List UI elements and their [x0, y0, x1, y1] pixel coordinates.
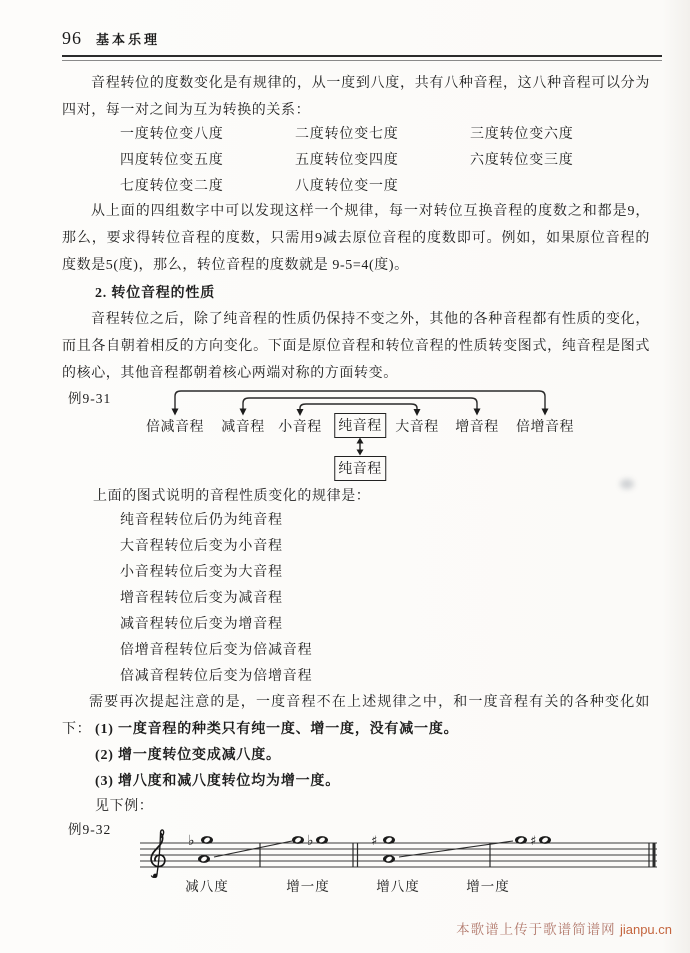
- interval-label-major: 大音程: [395, 420, 439, 435]
- point-3: (3) 增八度和减八度转位均为增一度。: [95, 774, 341, 789]
- paragraph-unison-note: 需要再次提起注意的是，一度音程不在上述规律之中，和一度音程有关的各种变化如下：: [62, 695, 650, 737]
- pair-cell: 四度转位变五度: [120, 153, 224, 168]
- measure-label-aug-unison: 增一度: [286, 879, 330, 894]
- rule-item: 增音程转位后变为减音程: [120, 591, 283, 606]
- pair-cell: [470, 174, 690, 200]
- pair-cell: 七度转位变二度: [120, 179, 224, 194]
- example-9-31: [62, 385, 662, 482]
- interval-label-augmented: 增音程: [455, 420, 499, 435]
- page-header: [62, 28, 160, 49]
- watermark: [456, 918, 672, 938]
- paragraph-quality-change: 音程转位之后，除了纯音程的性质仍保持不变之外，其他的各种音程都有性质的变化，而且各自朝着相反的方向变化。下面是原位音程和转位音程的性质转变图式，纯音程是图式的核心，其他音程都朝着核心两端对称的方面转变。: [62, 312, 650, 381]
- watermark-text: 本歌谱上传于歌谱简谱网: [456, 922, 616, 937]
- flat-icon: ♭: [188, 833, 195, 849]
- whole-note: [515, 836, 527, 844]
- see-example-text: 见下例：: [95, 799, 154, 814]
- whole-note: [316, 836, 328, 844]
- whole-note: [198, 855, 210, 863]
- inversion-pairs-table: [62, 122, 690, 200]
- pair-cell: 八度转位变一度: [295, 179, 399, 194]
- whole-note: [292, 836, 304, 844]
- whole-note: [383, 836, 395, 844]
- header-rule: [62, 55, 662, 61]
- pair-cell: 一度转位变八度: [120, 127, 224, 142]
- interval-label-minor: 小音程: [278, 420, 322, 435]
- example-9-32: [62, 816, 662, 908]
- example-9-32-label: 例9-32: [68, 822, 112, 837]
- point-1: (1) 一度音程的种类只有纯一度、增一度，没有减一度。: [95, 722, 459, 737]
- rule-item: 倍减音程转位后变为倍增音程: [120, 669, 313, 684]
- treble-clef-icon: [151, 830, 165, 878]
- inversion-quality-diagram: [140, 385, 610, 482]
- example-9-31-label: 例9-31: [68, 391, 112, 406]
- point-2: (2) 增一度转位变成减八度。: [95, 748, 281, 763]
- pure-interval-box: 纯音程: [334, 413, 386, 438]
- pair-cell: 三度转位变六度: [470, 127, 574, 142]
- inner-arc: [300, 404, 417, 410]
- rule-item: 纯音程转位后仍为纯音程: [120, 513, 283, 528]
- pair-cell: 五度转位变四度: [295, 153, 399, 168]
- paragraph-rule-of-nine: 从上面的四组数字中可以发现这样一个规律，每一对转位互换音程的度数之和都是9，那么，要求得转位音程的度数，只需用9减去原位音程的度数即可。例如，如果原位音程的度数是5(度)，那么，转位音程的度数就是 9-5=4(度)。: [62, 204, 650, 273]
- watermark-site-link: jianpu.cn: [619, 922, 672, 937]
- rules-list: [120, 508, 312, 690]
- rule-item: 倍增音程转位后变为倍减音程: [120, 643, 313, 658]
- rule-item: 小音程转位后变为大音程: [120, 565, 283, 580]
- interval-label-doubly-diminished: 倍减音程: [146, 420, 204, 435]
- measure-label-dim-octave: 减八度: [185, 879, 229, 894]
- paragraph-intro: 音程转位的度数变化是有规律的，从一度到八度，共有八种音程，这八种音程可以分为四对，每一对之间为互为转换的关系：: [62, 76, 650, 118]
- sharp-icon: ♯: [530, 834, 537, 849]
- staff-lines: [140, 843, 657, 867]
- rule-item: 减音程转位后变为增音程: [120, 617, 283, 632]
- rule-item: 大音程转位后变为小音程: [120, 539, 283, 554]
- pure-interval-core-box: 纯音程: [334, 456, 386, 481]
- pair-cell: 二度转位变七度: [295, 127, 399, 142]
- interval-label-diminished: 减音程: [221, 420, 265, 435]
- whole-note: [201, 836, 213, 844]
- measure-label-aug-unison-2: 增一度: [466, 879, 510, 894]
- double-arrow-icon: [352, 437, 368, 456]
- whole-note: [539, 836, 551, 844]
- measure-label-aug-octave: 增八度: [376, 879, 420, 894]
- section-heading: 2. 转位音程的性质: [95, 286, 215, 301]
- sharp-icon: ♯: [371, 834, 378, 849]
- outer-arc: [175, 391, 545, 409]
- scan-smudge: [620, 479, 634, 489]
- interval-label-doubly-augmented: 倍增音程: [516, 420, 574, 435]
- whole-note: [383, 855, 395, 863]
- flat-icon: ♭: [307, 833, 314, 849]
- page-number: 96: [62, 28, 82, 48]
- pair-cell: 六度转位变三度: [470, 153, 574, 168]
- diagram-caption: 上面的图式说明的音程性质变化的规律是：: [93, 489, 371, 504]
- book-title: 基本乐理: [96, 32, 161, 47]
